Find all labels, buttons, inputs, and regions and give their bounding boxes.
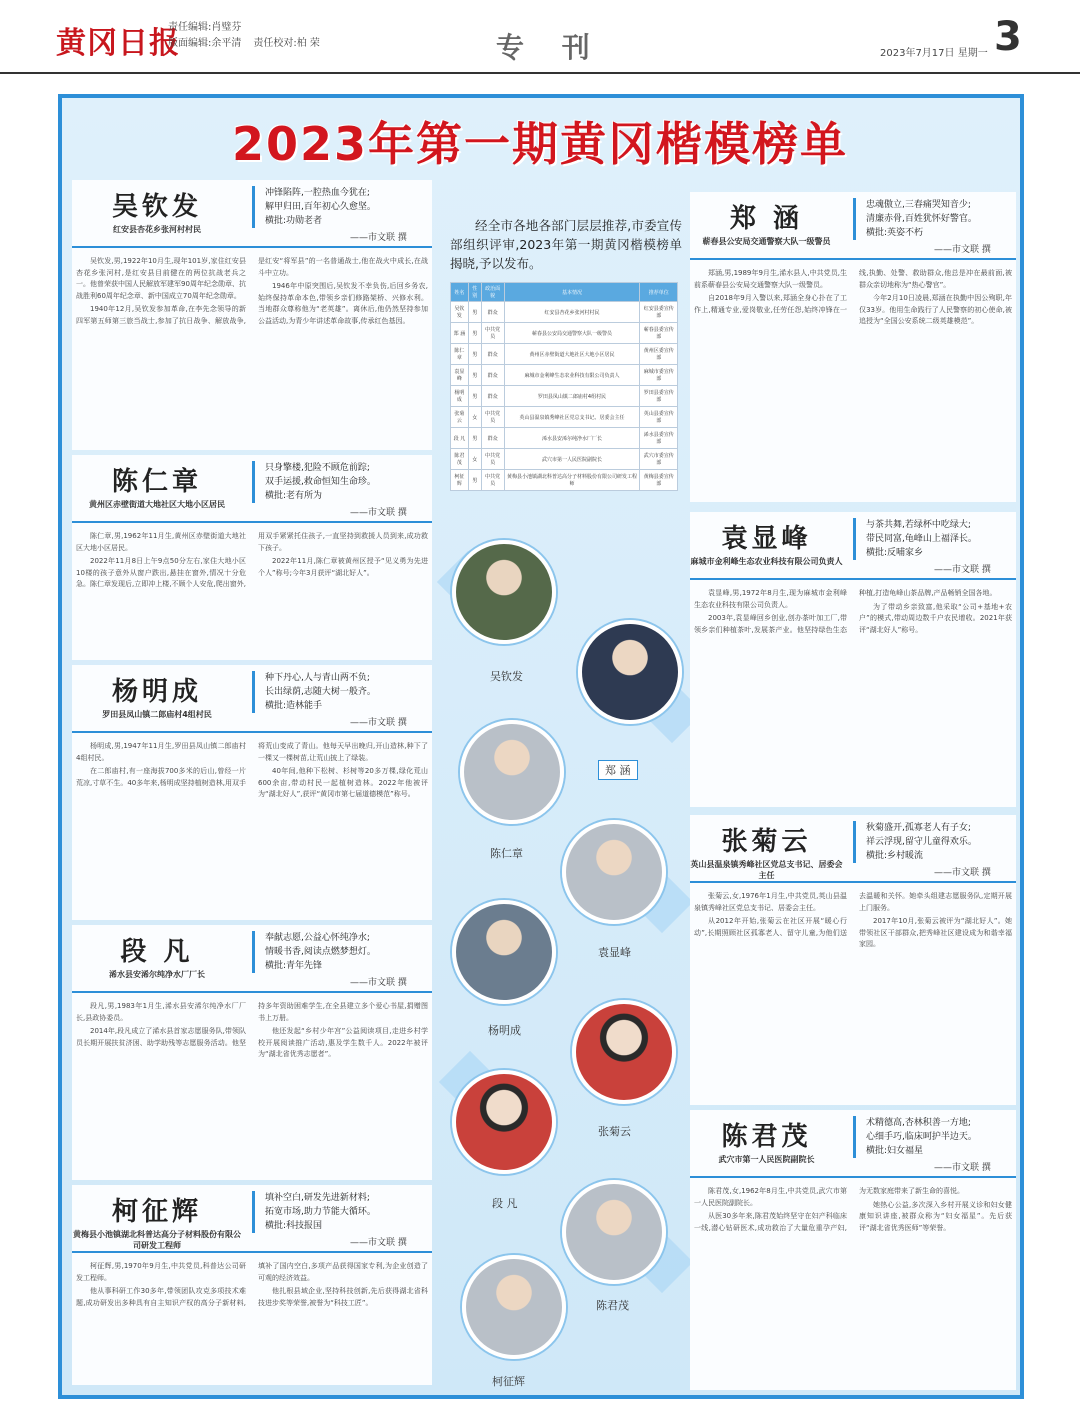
photo-caption: 段 凡 [492,1197,518,1210]
table-row [451,323,678,344]
table-header-cell: 性别 [468,283,481,302]
table-cell: 郑 涵 [451,323,469,344]
table-header-cell: 推荐单位 [640,283,678,302]
table-header-cell: 政治面貌 [481,283,504,302]
editor-line-2a: 版面编辑:余平清 [168,38,242,49]
person-name: 段 凡 [120,937,194,967]
table-cell: 罗田县委宣传部 [640,386,678,407]
bio-paragraph: 段凡,男,1983年1月生,浠水县安浠尔纯净水厂厂长,县政协委员。 [76,1002,246,1022]
poem-award: 横批:英姿不朽 [866,228,924,238]
person-name: 杨明成 [111,677,202,707]
table-header-cell: 姓名 [451,283,469,302]
poem-line-2: 心细手巧,临床呵护半边天。 [866,1132,977,1142]
table-cell: 女 [468,407,481,428]
bio-paragraph: 从医30多年来,陈君茂始终坚守在妇产科临床一线,潜心钻研医术,成功救治了大量危重孕产妇,为无数家庭带来了新生命的喜悦。 [694,1187,964,1232]
photo-caption: 吴钦发 [490,670,523,683]
table-cell: 吴钦发 [451,302,469,323]
table-cell: 麻城市委宣传部 [640,365,678,386]
poem-line-2: 拓宽市场,助力节能大循环。 [265,1207,376,1217]
poem-line-2: 长出绿荫,志随大树一般齐。 [265,687,376,697]
masthead [0,0,1080,74]
table-row [451,302,678,323]
bio-paragraph: 她热心公益,多次深入乡村开展义诊和妇女健康知识讲座,被群众称为“妇女福星”。先后获评“湖北省优秀医师”等荣誉。 [859,1200,1012,1232]
bio-paragraph: 今年2月10日凌晨,郑涵在执勤中因公殉职,年仅33岁。他用生命践行了人民警察的初心使命,被追授为“全国公安系统二级英雄模范”。 [859,294,1012,325]
poem-award: 横批:造林能手 [265,701,323,711]
person-photo [572,1000,676,1104]
table-header-cell: 基本情况 [504,283,640,302]
person-name: 郑 涵 [729,204,804,234]
person-poem [252,931,431,973]
bio-paragraph: 从2012年开始,张菊云在社区开展“暖心行动”,长期照顾社区孤寡老人、留守儿童,为他们送去温暖和关怀。她牵头组建志愿服务队,定期开展上门服务。 [694,892,1012,937]
issue-date: 2023年7月17日 星期一 [880,48,988,59]
poem-line-1: 忠魂傲立,三春痛哭知音少; [866,200,971,210]
person-photo [562,820,666,924]
photo-caption: 陈仁章 [490,847,523,860]
table-row [451,407,678,428]
bio-paragraph: 2022年11月8日上午9点50分左右,家住大地小区10楼的孩子意外从窗户跌出,悬挂在窗外,情况十分危急。陈仁章发现后,立即冲上楼,不顾个人安危,爬出窗外,用双手紧紧托住孩子,一直坚持到救援人员到来,成功救下孩子。 [76,532,428,588]
bio-paragraph: 柯征辉,男,1970年9月生,中共党员,科普达公司研发工程师。 [76,1262,246,1282]
person-block [72,925,432,1180]
poem-signature: ——市文联 撰 [350,1238,407,1248]
section-divider [690,881,1016,883]
table-cell: 柯征辉 [451,470,469,491]
poem-line-1: 奉献志愿,公益心怀纯净水; [265,933,370,943]
bio-paragraph: 为了带动乡亲致富,他采取“公司+基地+农户”的模式,带动周边数千户农民增收。2021年获评“湖北好人”称号。 [859,602,1012,634]
person-poem [252,671,431,713]
poem-line-1: 填补空白,研发先进新材料; [265,1193,370,1203]
table-cell: 袁显峰 [451,365,469,386]
table-cell: 蕲春县公安局交通警察大队一级警员 [504,323,640,344]
poem-signature: ——市文联 撰 [350,508,407,518]
table-cell: 男 [468,386,481,407]
person-bio [694,891,1012,1099]
bio-paragraph: 郑涵,男,1989年9月生,浠水县人,中共党员,生前系蕲春县公安局交通警察大队一级警员。 [694,269,847,289]
table-cell: 张菊云 [451,407,469,428]
table-row [451,470,678,491]
person-photo [452,540,556,644]
table-cell: 女 [468,449,481,470]
poem-signature: ——市文联 撰 [350,978,407,988]
table-cell: 群众 [481,365,504,386]
table-cell: 群众 [481,344,504,365]
poem-award: 横批:功勋老者 [265,216,323,226]
person-block [72,180,432,450]
person-block [690,815,1016,1105]
photo-caption: 郑 涵 [598,760,638,780]
person-title: 黄州区赤壁街道大地社区大地小区居民 [89,500,225,509]
poem-signature: ——市文联 撰 [350,233,407,243]
bio-paragraph: 他从事科研工作30多年,带领团队攻克多项技术难题,成功研发出多种具有自主知识产权的高分子新材料,填补了国内空白,多项产品获得国家专利,为企业创造了可观的经济效益。 [76,1262,428,1307]
person-photo [562,1180,666,1284]
person-poem [252,186,431,228]
person-poem [853,518,1015,560]
bio-paragraph: 2022年11月,陈仁章被黄州区授予“见义勇为先进个人”称号;今年3月获评“湖北好人”。 [258,557,428,577]
table-cell: 群众 [481,428,504,449]
person-bio [76,256,428,444]
person-photo [578,620,682,724]
bio-paragraph: 张菊云,女,1976年1月生,中共党员,英山县温泉镇秀峰社区党总支书记、居委会主任。 [694,892,847,912]
section-divider [72,246,432,248]
table-cell: 群众 [481,302,504,323]
section-name: 专 刊 [496,31,604,64]
table-cell: 武穴市委宣传部 [640,449,678,470]
photo-caption: 柯征辉 [492,1375,525,1388]
poem-signature: ——市文联 撰 [934,565,991,575]
person-title: 蕲春县公安局交通警察大队一级警员 [702,237,831,246]
table-cell: 男 [468,323,481,344]
bio-paragraph: 40年间,他种下松树、杉树等20多万棵,绿化荒山600余亩,带动村民一起植树造林。2022年他被评为“湖北好人”,获评“黄冈市第七届道德模范”称号。 [258,767,428,798]
table-cell: 黄州区委宣传部 [640,344,678,365]
person-block [72,1185,432,1385]
table-row [451,344,678,365]
person-block [690,192,1016,502]
table-cell: 红安县委宣传部 [640,302,678,323]
table-cell: 陈仁章 [451,344,469,365]
person-block [72,455,432,660]
page-headline: 2023年第一期黄冈楷模榜单 [231,117,849,171]
page-number: 3 [994,14,1022,60]
table-row [451,449,678,470]
person-bio [694,588,1012,801]
bio-paragraph: 1946年中原突围后,吴钦发不幸负伤,后回乡务农,始终保持革命本色,带领乡亲们修路架桥、兴修水利。当地群众尊称他为“老英雄”。离休后,他仍然坚持参加公益活动,为青少年讲述革命故事,传承红色基因。 [258,282,428,325]
table-cell: 中共党员 [481,470,504,491]
poem-award: 横批:老有所为 [265,491,323,501]
table-cell: 蕲春县委宣传部 [640,323,678,344]
person-name: 张菊云 [721,827,812,857]
bio-paragraph: 2014年,段凡成立了浠水县首家志愿服务队,带领队员长期开展扶贫济困、助学助残等志愿服务活动。他坚持多年资助困难学生,在全县建立多个爱心书屋,捐赠图书上万册。 [76,1002,428,1047]
poem-line-2: 情暖书香,阅读点燃梦想灯。 [265,947,376,957]
table-cell: 群众 [481,386,504,407]
photo-caption: 张菊云 [598,1125,631,1138]
poem-line-1: 与茶共舞,若绿杯中吃绿大; [866,520,971,530]
person-title: 浠水县安浠尔纯净水厂厂长 [109,970,205,979]
photo-caption: 袁显峰 [598,946,631,959]
person-photo [460,720,564,824]
bio-paragraph: 自2018年9月入警以来,郑涵全身心扑在了工作上,精通专业,爱岗敬业,任劳任怨,始终冲锋在一线,执勤、处警、救助群众,他总是冲在最前面,被群众亲切地称为“热心警官”。 [694,269,1012,314]
section-divider [72,991,432,993]
poem-line-1: 术精德高,杏林积善一方地; [866,1118,971,1128]
person-title: 罗田县凤山镇二郎庙村4组村民 [102,710,212,719]
table-cell: 男 [468,470,481,491]
newspaper-logo: 黄冈日报 [56,26,180,61]
poem-award: 横批:妇女福星 [866,1146,924,1156]
table-cell: 麻城市金利峰生态农业科技有限公司负责人 [504,365,640,386]
table-cell: 男 [468,365,481,386]
person-title: 英山县温泉镇秀峰社区党总支书记、居委会主任 [690,860,843,880]
poem-line-2: 祥云浮现,留守儿童得欢乐。 [866,837,977,847]
poem-award: 横批:青年先锋 [265,961,323,971]
person-title: 黄梅县小池镇湖北科普达高分子材料股份有限公司研发工程师 [73,1230,241,1250]
person-name: 吴钦发 [111,192,202,222]
bio-paragraph: 在二郎庙村,有一座海拔700多米的后山,曾经一片荒凉,寸草不生。40多年来,杨明成坚持植树造林,用双手将荒山变成了青山。他每天早出晚归,开山造林,种下了一棵又一棵树苗,让荒山披上了绿装。 [76,742,428,787]
person-name: 陈仁章 [111,467,202,497]
person-photo [452,1070,556,1174]
table-cell: 黄州区赤壁街道大地社区大地小区居民 [504,344,640,365]
poem-line-1: 冲锋陷阵,一腔热血今犹在; [265,188,370,198]
person-name: 柯征辉 [111,1197,202,1227]
bio-paragraph: 杨明成,男,1947年11月生,罗田县凤山镇二郎庙村4组村民。 [76,742,246,762]
person-bio [694,268,1012,496]
editor-line-1: 责任编辑:肖璧芬 [168,22,242,33]
section-divider [690,1176,1016,1178]
bio-paragraph: 陈君茂,女,1962年8月生,中共党员,武穴市第一人民医院副院长。 [694,1187,847,1207]
poem-award: 横批:乡村暖流 [866,851,924,861]
person-block [690,1110,1016,1390]
bio-paragraph: 吴钦发,男,1922年10月生,现年101岁,家住红安县杏花乡张河村,是红安县目前健在的两位抗战老兵之一。他曾荣获中国人民解放军建军90周年纪念勋章、抗战胜利60周年纪念章、新中国成立70周年纪念勋章。 [76,257,246,300]
table-cell: 陈君茂 [451,449,469,470]
person-name: 袁显峰 [721,524,812,554]
poem-line-2: 解甲归田,百年初心久愈坚。 [265,202,376,212]
table-cell: 杨明成 [451,386,469,407]
person-title: 红安县杏花乡张河村村民 [113,225,201,234]
honor-table [450,282,678,491]
bio-paragraph: 2017年10月,张菊云被评为“湖北好人”。她带领社区干部群众,把秀峰社区建设成为和谐幸福家园。 [859,917,1012,948]
table-cell: 男 [468,344,481,365]
poem-line-1: 只身擎楼,犯险不顾危前踪; [265,463,370,473]
section-divider [72,521,432,523]
bio-paragraph: 2003年,袁显峰回乡创业,创办茶叶加工厂,带领乡亲们种植茶叶,发展茶产业。他坚持绿色生态种植,打造龟峰山茶品牌,产品畅销全国各地。 [694,589,997,634]
bio-paragraph: 1940年12月,吴钦发参加革命,在李先念领导的新四军第五师第三旅当战士,参加了抗日战争、解放战争,是红安“将军县”的一名普通战士,他在战火中成长,在战斗中立功。 [76,257,428,325]
person-bio [76,741,428,914]
person-name: 陈君茂 [721,1122,812,1152]
bio-paragraph: 袁显峰,男,1972年8月生,现为麻城市金利峰生态农业科技有限公司负责人。 [694,589,847,609]
table-cell: 黄梅县小池镇湖北科普达高分子材料股份有限公司研发工程师 [504,470,640,491]
photo-caption: 杨明成 [488,1024,521,1037]
table-cell: 黄梅县委宣传部 [640,470,678,491]
table-cell: 浠水县委宣传部 [640,428,678,449]
table-cell: 男 [468,302,481,323]
poem-line-1: 种下丹心,人与青山两不负; [265,673,370,683]
table-cell: 段 凡 [451,428,469,449]
poem-line-1: 秋菊盛开,孤寡老人有子女; [866,823,971,833]
bio-paragraph: 陈仁章,男,1962年11月生,黄州区赤壁街道大地社区大地小区居民。 [76,532,246,552]
photo-caption: 陈君茂 [596,1299,629,1312]
person-bio [76,1001,428,1174]
poem-award: 横批:反哺家乡 [866,548,924,558]
person-poem [853,821,1015,863]
table-cell: 中共党员 [481,407,504,428]
editor-line-2b: 责任校对:柏 荣 [253,38,320,49]
person-title: 武穴市第一人民医院副院长 [718,1155,815,1164]
person-poem [853,198,1015,240]
section-divider [690,578,1016,580]
editor-credits [168,20,332,52]
table-cell: 红安县杏花乡张河村村民 [504,302,640,323]
table-header-row [451,283,678,302]
table-cell: 中共党员 [481,449,504,470]
person-poem [252,1191,431,1233]
poem-line-2: 双手运援,救命恒知生命珍。 [265,477,376,487]
person-bio [694,1186,1012,1384]
section-divider [72,731,432,733]
poem-signature: ——市文联 撰 [934,868,991,878]
table-cell: 中共党员 [481,323,504,344]
table-row [451,386,678,407]
bio-paragraph: 他还发起“乡村少年宫”公益阅读项目,走进乡村学校开展阅读推广活动,惠及学生数千人。2022年被评为“湖北省优秀志愿者”。 [258,1027,428,1058]
poem-line-2: 带民同富,龟峰山上福泽长。 [866,534,977,544]
poem-signature: ——市文联 撰 [934,1163,991,1173]
intro-paragraph: 经全市各地各部门层层推荐,市委宣传部组织评审,2023年第一期黄冈楷模榜单揭晓,予以发布。 [450,218,682,271]
poem-line-2: 清廉赤骨,百姓犹怀好警官。 [866,214,977,224]
section-divider [690,258,1016,260]
table-cell: 浠水县安浠尔纯净水厂厂长 [504,428,640,449]
table-row [451,428,678,449]
table-cell: 男 [468,428,481,449]
person-bio [76,531,428,654]
table-cell: 武穴市第一人民医院副院长 [504,449,640,470]
person-bio [76,1261,428,1379]
person-block [72,665,432,920]
person-photo [462,1255,566,1359]
person-poem [252,461,431,503]
bio-paragraph: 他扎根县域企业,坚持科技创新,先后获得湖北省科技进步奖等荣誉,被誉为“科技工匠”。 [258,1287,428,1307]
person-poem [853,1116,1015,1158]
table-body [451,302,678,491]
poem-signature: ——市文联 撰 [934,245,991,255]
table-cell: 罗田县凤山镇二郎庙村4组村民 [504,386,640,407]
person-photo [452,900,556,1004]
poem-signature: ——市文联 撰 [350,718,407,728]
table-cell: 英山县温泉镇秀峰社区党总支书记、居委会主任 [504,407,640,428]
table-row [451,365,678,386]
poem-award: 横批:科技报国 [265,1221,323,1231]
table-cell: 英山县委宣传部 [640,407,678,428]
person-block [690,512,1016,807]
person-title: 麻城市金利峰生态农业科技有限公司负责人 [690,557,843,566]
section-divider [72,1251,432,1253]
